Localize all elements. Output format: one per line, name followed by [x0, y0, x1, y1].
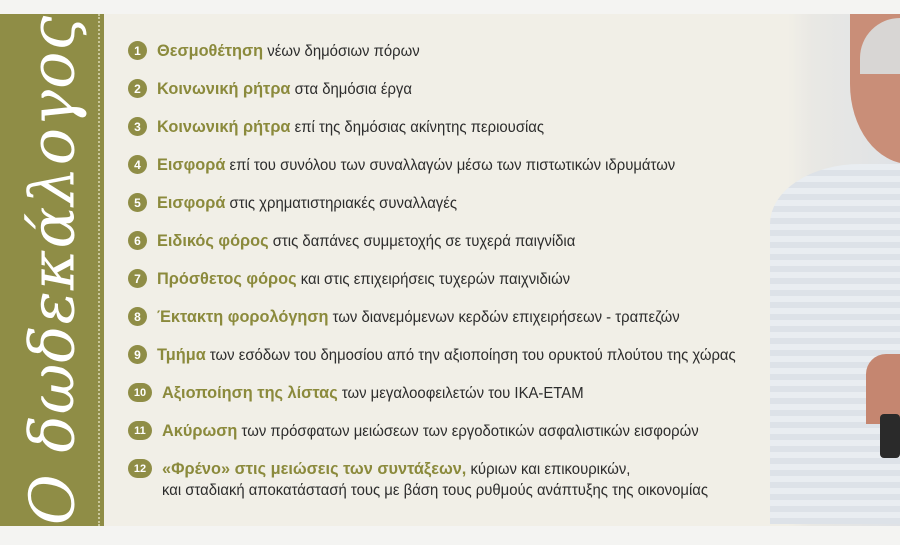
item-rest: νέων δημόσιων πόρων [267, 43, 420, 60]
item-key: Θεσμοθέτηση [157, 41, 264, 60]
item-rest: των μεγαλοοφειλετών του ΙΚΑ-ΕΤΑΜ [341, 385, 584, 402]
list-item [128, 458, 848, 512]
item-text [157, 116, 544, 138]
number-badge: 6 [128, 231, 147, 250]
item-rest: στα δημόσια έργα [294, 81, 412, 98]
list-item [128, 306, 848, 344]
item-text [157, 154, 675, 176]
item-key: Έκτακτη φορολόγηση [157, 307, 329, 326]
item-key: Κοινωνική ρήτρα [157, 117, 291, 136]
list-item [128, 230, 848, 268]
item-key: Πρόσθετος φόρος [157, 269, 297, 288]
item-key: Κοινωνική ρήτρα [157, 79, 291, 98]
number-badge: 8 [128, 307, 147, 326]
item-rest: στις δαπάνες συμμετοχής σε τυχερά παιγνίδια [272, 233, 576, 250]
measures-list [128, 40, 848, 512]
item-key: Ειδικός φόρος [157, 231, 269, 250]
item-key: Τμήμα [157, 345, 206, 364]
item-rest: και στις επιχειρήσεις τυχερών παιχνιδιών [300, 271, 571, 288]
list-item [128, 40, 848, 78]
item-key: Εισφορά [157, 193, 226, 212]
item-text [157, 268, 570, 290]
item-rest: των διανεμόμενων κερδών επιχειρήσεων - τραπεζών [332, 309, 680, 326]
list-item [128, 116, 848, 154]
infographic-card [0, 14, 900, 526]
number-badge: 11 [128, 421, 152, 440]
number-badge: 4 [128, 155, 147, 174]
list-item [128, 382, 848, 420]
list-item [128, 192, 848, 230]
item-text [157, 230, 575, 252]
item-rest: επί της δημόσιας ακίνητης περιουσίας [294, 119, 545, 136]
item-text [157, 344, 736, 366]
number-badge: 1 [128, 41, 147, 60]
item-key: Εισφορά [157, 155, 226, 174]
number-badge: 5 [128, 193, 147, 212]
number-badge: 9 [128, 345, 147, 364]
number-badge: 10 [128, 383, 152, 402]
item-text [162, 420, 699, 442]
list-item [128, 344, 848, 382]
number-badge: 12 [128, 459, 152, 478]
item-rest: των εσόδων του δημοσίου από την αξιοποίηση του ορυκτού πλούτου της χώρας [209, 347, 736, 364]
item-rest: επί του συνόλου των συναλλαγών μέσω των πιστωτικών ιδρυμάτων [229, 157, 676, 174]
vertical-title: Ο δωδεκάλογος [15, 14, 89, 526]
title-sidebar [0, 14, 104, 526]
number-badge: 7 [128, 269, 147, 288]
item-rest: των πρόσφατων μειώσεων των εργοδοτικών ασφαλιστικών εισφορών [241, 423, 699, 440]
number-badge: 3 [128, 117, 147, 136]
photo-watch [880, 414, 900, 458]
item-text [162, 382, 584, 404]
list-item [128, 154, 848, 192]
list-item [128, 78, 848, 116]
list-item [128, 268, 848, 306]
item-key: «Φρένο» στις μειώσεις των συντάξεων, [162, 459, 467, 478]
item-rest-line2: και σταδιακή αποκατάστασή τους με βάση τους ρυθμούς ανάπτυξης της οικονομίας [162, 482, 709, 499]
item-rest: στις χρηματιστηριακές συναλλαγές [229, 195, 458, 212]
item-text [157, 306, 680, 328]
item-text [157, 192, 457, 214]
item-text [157, 78, 412, 100]
list-item [128, 420, 848, 458]
item-key: Ακύρωση [162, 421, 238, 440]
item-key: Αξιοποίηση της λίστας [162, 383, 338, 402]
number-badge: 2 [128, 79, 147, 98]
item-text [162, 458, 708, 501]
item-text [157, 40, 420, 62]
item-rest: κύριων και επικουρικών, [470, 461, 631, 478]
